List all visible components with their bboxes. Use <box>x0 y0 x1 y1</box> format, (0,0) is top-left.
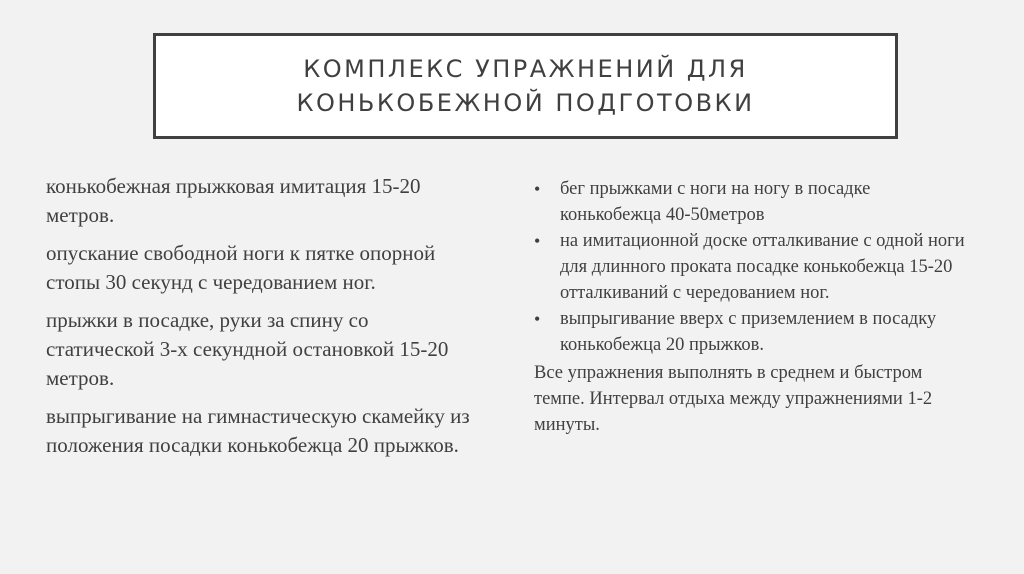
title-box <box>153 33 898 139</box>
left-exercise-item: опускание свободной ноги к пятке опорной стопы 30 секунд с чередованием ног. <box>46 241 436 294</box>
bullet-item <box>534 306 974 358</box>
bullet-item <box>534 228 974 306</box>
bullet-item <box>534 176 974 228</box>
bullet-icon: • <box>534 231 541 251</box>
left-exercise-item: конькобежная прыжковая имитация 15-20 метров. <box>46 174 421 227</box>
right-exercise-list <box>534 176 974 438</box>
bullet-text: выпрыгивание вверх с приземлением в посадку конькобежца 20 прыжков. <box>560 309 937 355</box>
left-exercise-item: прыжки в посадке, руки за спину со статической 3-х секундной остановкой 15-20 метров. <box>46 308 449 390</box>
left-exercise-item: выпрыгивание на гимнастическую скамейку из положения посадки конькобежца 20 прыжков. <box>46 404 470 457</box>
slide-title-line-1: КОМПЛЕКС УПРАЖНЕНИЙ ДЛЯ <box>303 55 748 83</box>
bullet-icon: • <box>534 309 541 329</box>
slide-title-line-2: КОНЬКОБЕЖНОЙ ПОДГОТОВКИ <box>296 89 755 117</box>
rest-interval-note: Все упражнения выполнять в среднем и быстром темпе. Интервал отдыха между упражнениями 1-2 минуты. <box>534 363 933 435</box>
bullet-icon: • <box>534 179 541 199</box>
bullet-text: бег прыжками с ноги на ногу в посадке конькобежца 40-50метров <box>560 179 871 225</box>
bullet-text: на имитационной доске отталкивание с одной ноги для длинного проката посадке конькобежца 15-20 отталкиваний с чередованием ног. <box>560 231 965 303</box>
left-exercise-list <box>46 172 476 469</box>
